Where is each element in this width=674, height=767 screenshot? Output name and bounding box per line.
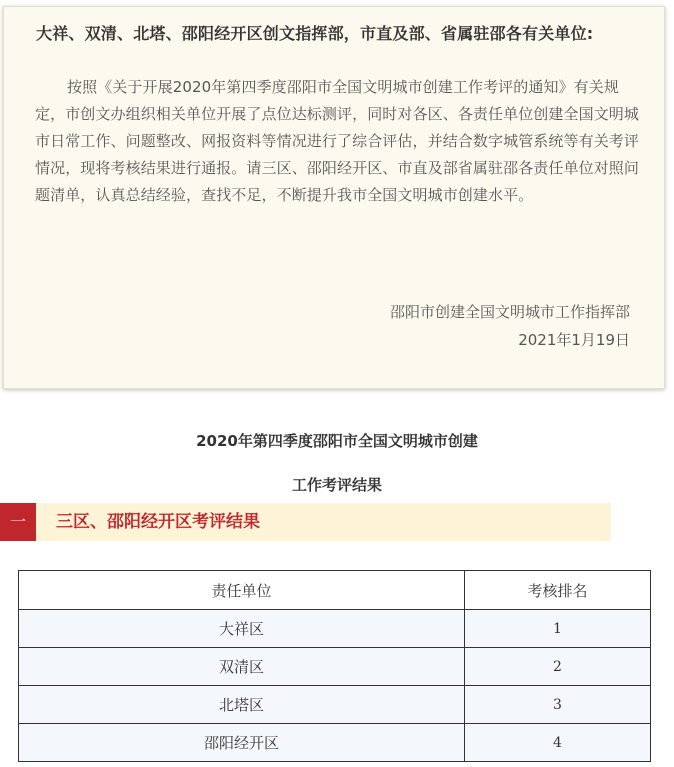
- notice-signature-date: 2021年1月19日: [518, 331, 630, 349]
- header-rank: 考核排名: [465, 571, 651, 610]
- report-title-line2: 工作考评结果: [291, 476, 382, 494]
- report-title-line1: 2020年第四季度邵阳市全国文明城市创建: [196, 432, 478, 450]
- cell-rank: 2: [465, 648, 651, 686]
- notice-body: 按照《关于开展2020年第四季度邵阳市全国文明城市创建工作考评的通知》有关规定，市创文办组织相关单位开展了点位达标测评，同时对各区、各责任单位创建全国文明城市日常工作、问题整改、网报资料等情况进行了综合评估，并结合数字城管系统等有关考评情况，现将考核结果进行通报。请三区、邵阳经开区、市直及部省属驻邵各责任单位对照问题清单，认真总结经验，查找不足，不断提升我市全国文明城市创建水平。: [35, 78, 640, 204]
- section-title: 三区、邵阳经开区考评结果: [56, 512, 260, 532]
- section-header: [0, 503, 611, 541]
- table-row: [19, 610, 651, 648]
- section-number-badge: 一: [0, 503, 36, 541]
- notice-signature-org: 邵阳市创建全国文明城市工作指挥部: [389, 303, 630, 321]
- table-header-row: [19, 571, 651, 610]
- cell-rank: 4: [465, 724, 651, 762]
- cell-unit: 邵阳经开区: [19, 724, 465, 762]
- cell-unit: 大祥区: [19, 610, 465, 648]
- cell-unit: 北塔区: [19, 686, 465, 724]
- table-row: [19, 686, 651, 724]
- results-table: [18, 570, 651, 762]
- cell-rank: 3: [465, 686, 651, 724]
- notice-box: [3, 6, 665, 389]
- header-unit: 责任单位: [19, 571, 465, 610]
- table-row: [19, 648, 651, 686]
- cell-unit: 双清区: [19, 648, 465, 686]
- table-row: [19, 724, 651, 762]
- notice-salutation: 大祥、双清、北塔、邵阳经开区创文指挥部，市直及部、省属驻邵各有关单位:: [36, 24, 594, 43]
- cell-rank: 1: [465, 610, 651, 648]
